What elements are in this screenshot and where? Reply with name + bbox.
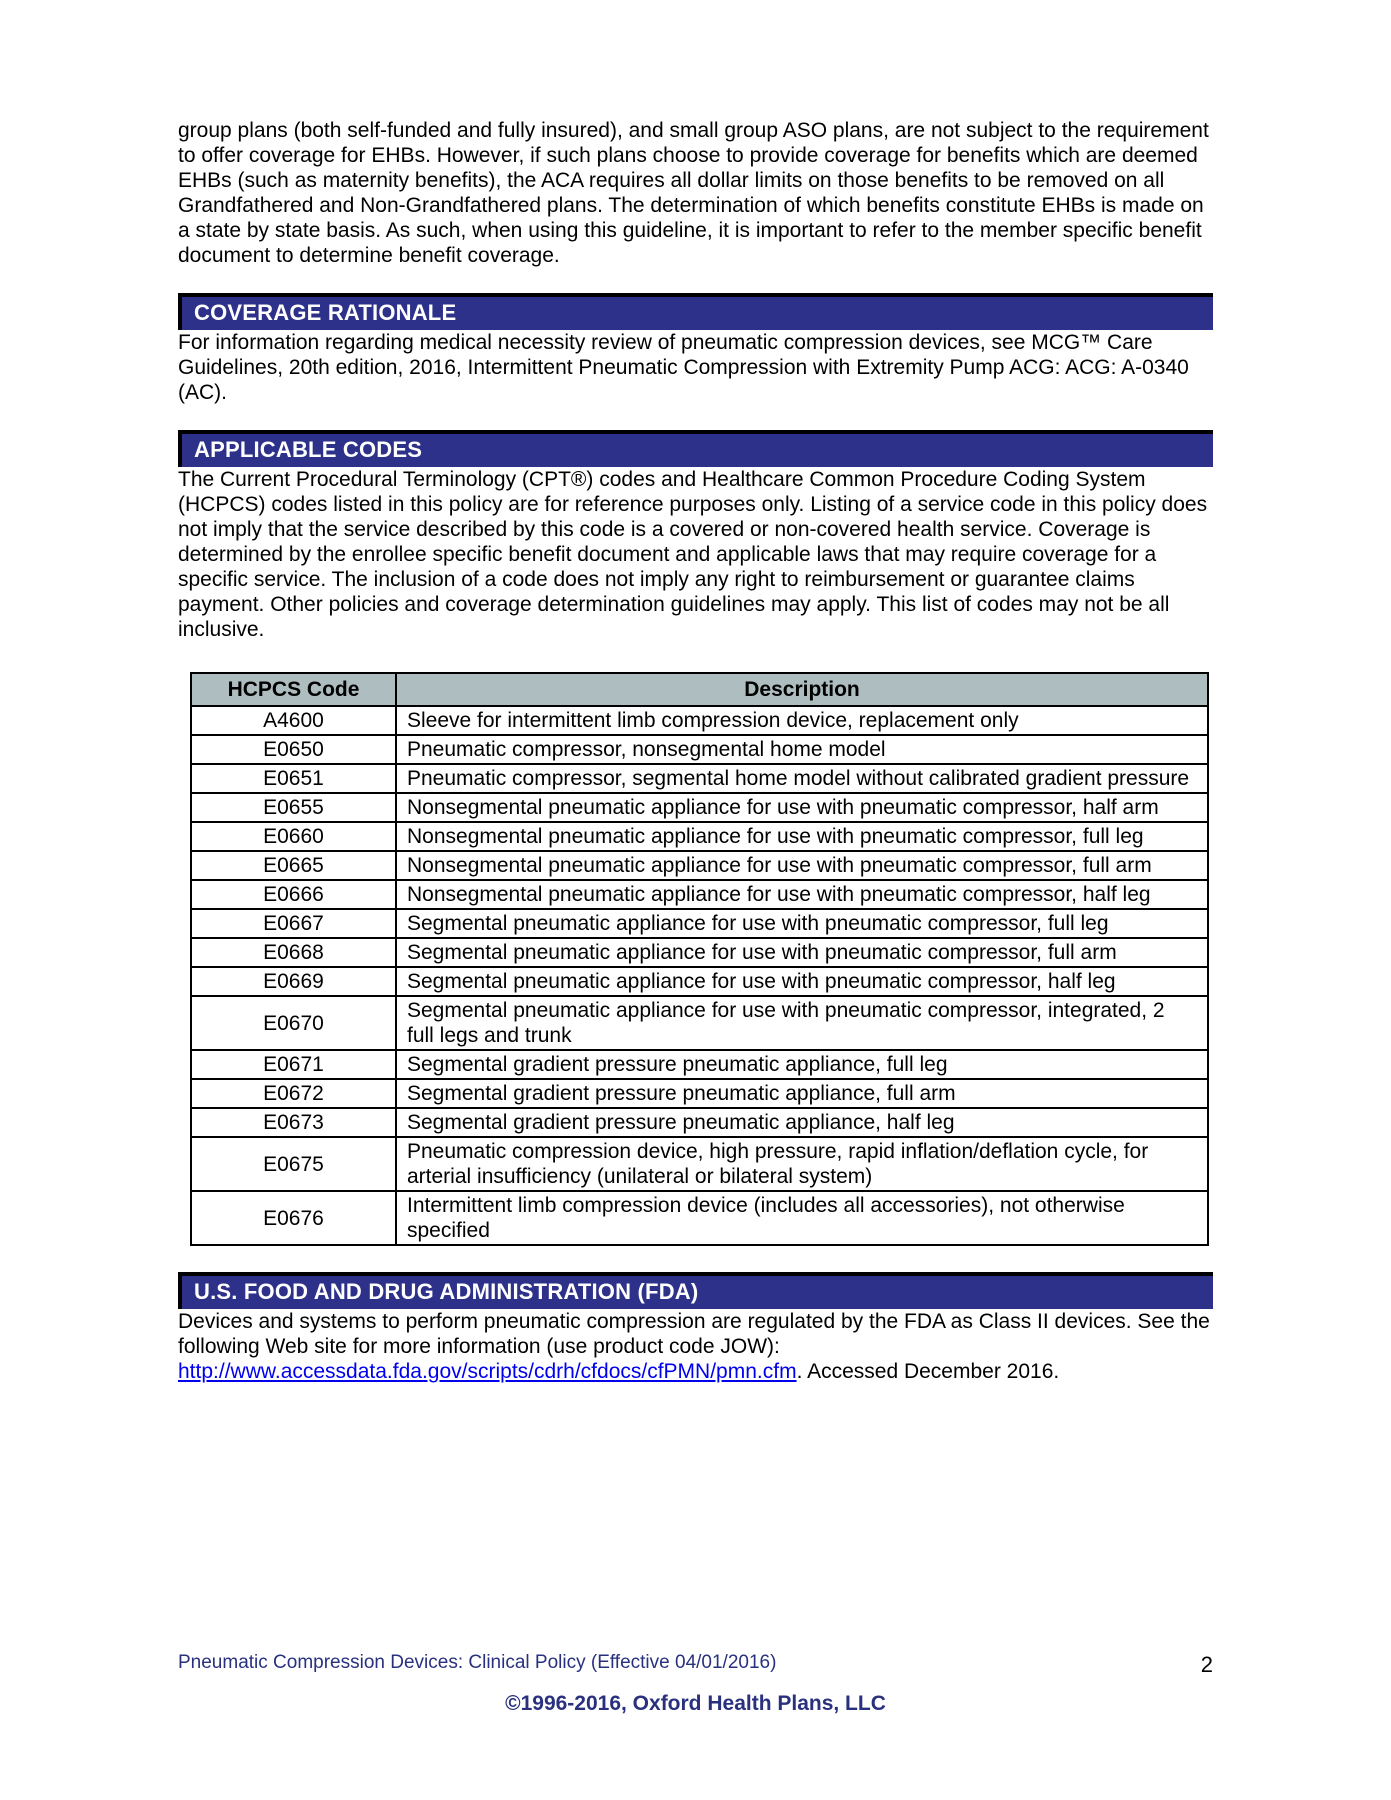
table-row (191, 822, 1208, 851)
table-row (191, 1050, 1208, 1079)
intro-paragraph: group plans (both self-funded and fully insured), and small group ASO plans, are not subject to the requirement to offer coverage for EHBs. However, if such plans choose to provide coverage for benefits which are deemed EHBs (such as maternity benefits), the ACA requires all dollar limits on those benefits to be removed on all Grandfathered and Non-Grandfathered plans. The determination of which benefits constitute EHBs is made on a state by state basis. As such, when using this guideline, it is important to refer to the member specific benefit document to determine benefit coverage. (178, 119, 1209, 267)
hcpcs-table (190, 672, 1209, 1246)
applicable-codes-paragraph: The Current Procedural Terminology (CPT®) codes and Healthcare Common Procedure Coding System (HCPCS) codes listed in this policy are for reference purposes only. Listing of a service code in this policy does not imply that the service described by this code is a covered or non-covered health service. Coverage is determined by the enrollee specific benefit document and applicable laws that may require coverage for a specific service. The inclusion of a code does not imply any right to reimbursement or guarantee claims payment. Other policies and coverage determination guidelines may apply. This list of codes may not be all inclusive. (178, 468, 1208, 641)
description-cell: Pneumatic compression device, high pressure, rapid inflation/deflation cycle, for arterial insufficiency (unilateral or bilateral system) (396, 1137, 1208, 1191)
description-cell: Segmental gradient pressure pneumatic appliance, full arm (396, 1079, 1208, 1108)
code-cell: E0670 (191, 996, 396, 1050)
table-row (191, 909, 1208, 938)
table-row (191, 851, 1208, 880)
table-row (191, 880, 1208, 909)
description-cell: Nonsegmental pneumatic appliance for use with pneumatic compressor, half leg (396, 880, 1208, 909)
table-header-description: Description (396, 673, 1208, 706)
code-cell: E0676 (191, 1191, 396, 1245)
footer-document-title: Pneumatic Compression Devices: Clinical Policy (Effective 04/01/2016) (178, 1652, 777, 1673)
description-cell: Segmental pneumatic appliance for use with pneumatic compressor, integrated, 2 full legs and trunk (396, 996, 1208, 1050)
copyright-line: ©1996-2016, Oxford Health Plans, LLC (505, 1692, 886, 1715)
code-cell: E0665 (191, 851, 396, 880)
fda-paragraph (178, 1309, 1213, 1384)
code-cell: E0675 (191, 1137, 396, 1191)
table-row (191, 1137, 1208, 1191)
description-cell: Segmental pneumatic appliance for use with pneumatic compressor, full leg (396, 909, 1208, 938)
description-cell: Segmental pneumatic appliance for use with pneumatic compressor, full arm (396, 938, 1208, 967)
code-cell: E0671 (191, 1050, 396, 1079)
description-cell: Pneumatic compressor, segmental home model without calibrated gradient pressure (396, 764, 1208, 793)
code-cell: E0651 (191, 764, 396, 793)
fda-paragraph-start: Devices and systems to perform pneumatic compression are regulated by the FDA as Class II devices. See the following Web site for more information (use product code JOW): (178, 1310, 1210, 1358)
table-header-row (191, 673, 1208, 706)
description-cell: Pneumatic compressor, nonsegmental home model (396, 735, 1208, 764)
fda-link[interactable]: http://www.accessdata.fda.gov/scripts/cdrh/cfdocs/cfPMN/pmn.cfm (178, 1360, 797, 1383)
description-cell: Segmental gradient pressure pneumatic appliance, full leg (396, 1050, 1208, 1079)
section-header-applicable-codes: APPLICABLE CODES (178, 430, 1213, 467)
table-row (191, 764, 1208, 793)
code-cell: E0667 (191, 909, 396, 938)
table-row (191, 967, 1208, 996)
coverage-rationale-paragraph: For information regarding medical necessity review of pneumatic compression devices, see MCG™ Care Guidelines, 20th edition, 2016, Intermittent Pneumatic Compression with Extremity Pump ACG: ACG: A-0340 (AC). (178, 331, 1189, 404)
code-cell: E0672 (191, 1079, 396, 1108)
page-number: 2 (1200, 1652, 1213, 1677)
table-row (191, 938, 1208, 967)
description-cell: Nonsegmental pneumatic appliance for use with pneumatic compressor, full leg (396, 822, 1208, 851)
description-cell: Nonsegmental pneumatic appliance for use with pneumatic compressor, full arm (396, 851, 1208, 880)
code-cell: A4600 (191, 706, 396, 735)
table-row (191, 1079, 1208, 1108)
code-cell: E0655 (191, 793, 396, 822)
section-header-coverage-rationale: COVERAGE RATIONALE (178, 293, 1213, 330)
description-cell: Sleeve for intermittent limb compression device, replacement only (396, 706, 1208, 735)
table-row (191, 706, 1208, 735)
table-row (191, 735, 1208, 764)
code-cell: E0669 (191, 967, 396, 996)
description-cell: Intermittent limb compression device (includes all accessories), not otherwise specified (396, 1191, 1208, 1245)
section-header-fda: U.S. FOOD AND DRUG ADMINISTRATION (FDA) (178, 1272, 1213, 1309)
description-cell: Segmental pneumatic appliance for use with pneumatic compressor, half leg (396, 967, 1208, 996)
table-row (191, 1191, 1208, 1245)
code-cell: E0660 (191, 822, 396, 851)
fda-paragraph-end: . Accessed December 2016. (796, 1360, 1060, 1383)
table-header-code: HCPCS Code (191, 673, 396, 706)
table-row (191, 793, 1208, 822)
code-cell: E0650 (191, 735, 396, 764)
code-cell: E0673 (191, 1108, 396, 1137)
table-row (191, 996, 1208, 1050)
page-footer (178, 1652, 1213, 1678)
code-cell: E0666 (191, 880, 396, 909)
description-cell: Nonsegmental pneumatic appliance for use with pneumatic compressor, half arm (396, 793, 1208, 822)
table-row (191, 1108, 1208, 1137)
code-cell: E0668 (191, 938, 396, 967)
description-cell: Segmental gradient pressure pneumatic appliance, half leg (396, 1108, 1208, 1137)
